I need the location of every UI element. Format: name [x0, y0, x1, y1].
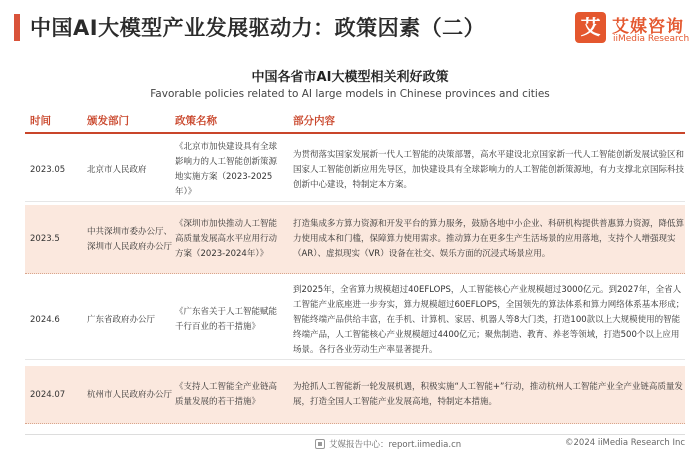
report-icon — [315, 439, 325, 449]
column-header-content: 部分内容 — [293, 115, 335, 127]
table-row — [25, 138, 685, 202]
cell-policy-name: 《广东省关于人工智能赋能千行百业的若干措施》 — [175, 307, 278, 332]
table-title: 中国各省市AI大模型相关利好政策 — [251, 70, 449, 85]
footer-copyright: ©2024 iiMedia Research Inc — [565, 438, 686, 448]
footer-source[interactable] — [315, 438, 461, 450]
logo-name-cn: 艾媒咨询 — [612, 17, 684, 37]
cell-dept: 杭州市人民政府办公厅 — [87, 389, 173, 400]
cell-content: 打造集成多方算力资源和开发平台的算力服务，鼓励各地中小企业、科研机构提供普惠算力资源，降低算力使用成本和门槛，保障算力使用需求。推动算力在更多生产生活场景的应用落地，支持个人增强现实（AR）、虚拟现实（VR）设备在社交、娱乐方面的沉浸式场景应用。 — [293, 219, 685, 259]
page-header — [0, 0, 700, 54]
cell-time: 2024.07 — [30, 389, 66, 400]
logo-mark-icon: 艾 — [575, 12, 606, 43]
table-row — [25, 205, 685, 274]
column-header-dept: 颁发部门 — [87, 115, 129, 127]
page-title: 中国AI大模型产业发展驱动力：政策因素（二） — [30, 16, 486, 40]
cell-time: 2023.5 — [30, 234, 60, 244]
cell-policy-name: 《深圳市加快推动人工智能高质量发展高水平应用行动方案（2023-2024年）》 — [175, 219, 278, 259]
cell-time: 2023.05 — [30, 164, 66, 175]
cell-content: 为抢抓人工智能新一轮发展机遇，积极实施“人工智能+”行动，推动杭州人工智能产业全产业链高质量发展，打造全国人工智能产业发展高地，特制定本措施。 — [293, 382, 683, 407]
table-header-row — [25, 113, 685, 131]
column-header-time: 时间 — [30, 115, 51, 127]
cell-dept: 北京市人民政府 — [87, 164, 147, 175]
table-row — [25, 366, 685, 424]
cell-dept: 中共深圳市委办公厅、深圳市人民政府办公厅 — [87, 226, 173, 252]
cell-policy-name: 《支持人工智能全产业链高质量发展的若干措施》 — [175, 382, 278, 407]
cell-dept: 广东省政府办公厅 — [87, 314, 156, 325]
cell-content: 到2025年，全省算力规模超过40EFLOPS，人工智能核心产业规模超过3000亿元。到2027年，全省人工智能产业底座进一步夯实，算力规模超过60EFLOPS，全国领先的算法体系和算力网络体系基本形成；智能终端产品供给丰富，在手机、计算机、家居、机器人等8大门类，打造100款以上大规模使用的智能终端产品，人工智能核心产业规模超过4400亿元；聚焦制造、教育、养老等领域，打造500个以上应用场景。各行各业劳动生产率显著提升。 — [293, 284, 685, 355]
footer-divider — [25, 434, 685, 435]
table-subtitle: Favorable policies related to AI large models in Chinese provinces and cities — [150, 88, 550, 100]
header-divider — [25, 132, 685, 134]
cell-policy-name: 《北京市加快建设具有全球影响力的人工智能创新策源地实施方案（2023-2025年）》 — [175, 142, 278, 197]
table-row — [25, 280, 685, 360]
column-header-policy-name: 政策名称 — [175, 115, 217, 127]
iimedia-logo — [575, 12, 695, 48]
cell-content: 为贯彻落实国家发展新一代人工智能的决策部署，高水平建设北京国家新一代人工智能创新发展试验区和国家人工智能创新应用先导区，加快建设具有全球影响力的人工智能创新策源地，有力支撑北京国际科技创新中心建设，特制定本方案。 — [293, 149, 685, 190]
title-accent-bar — [14, 14, 20, 41]
cell-time: 2024.6 — [30, 314, 60, 325]
logo-name-en: iiMedia Research — [613, 34, 690, 44]
footer-source-text[interactable]: 艾媒报告中心：report.iimedia.cn — [329, 440, 462, 450]
